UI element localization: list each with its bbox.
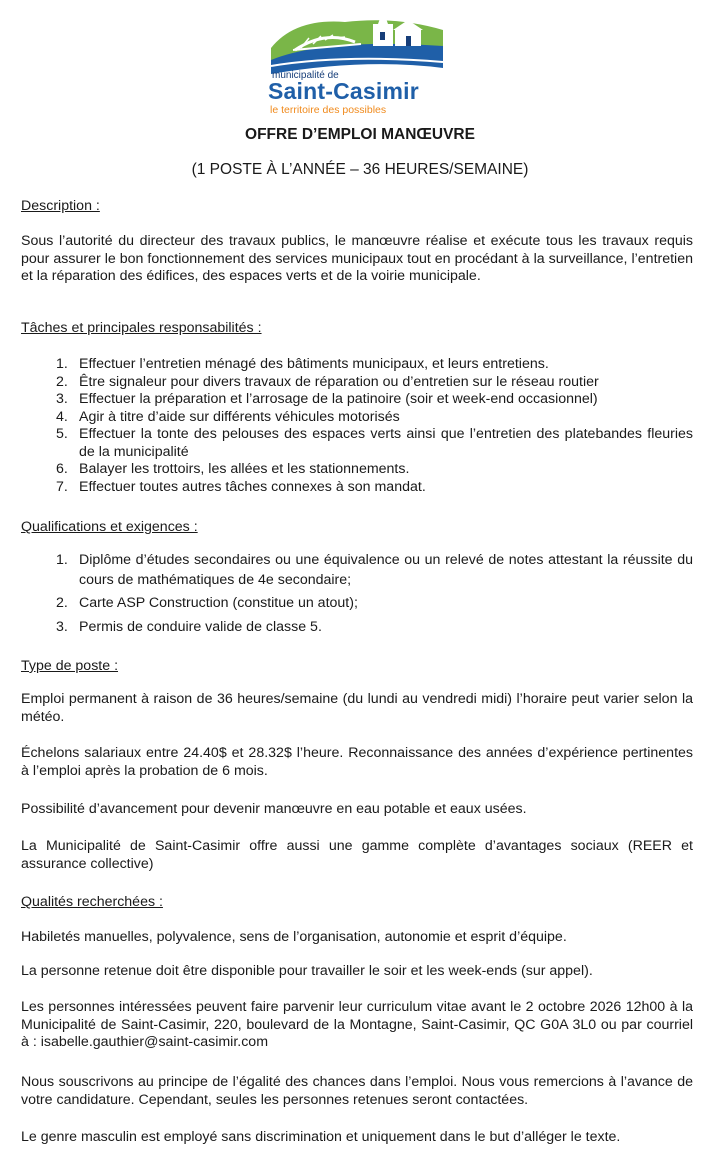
list-item: 2. Être signaleur pour divers travaux de réparation ou d’entretien sur le réseau routier [56,373,599,390]
type-poste-heading: Type de poste : [21,658,119,674]
logo-small-text: municipalité de [272,70,339,81]
list-item: 4. Agir à titre d’aide sur différents véhicules motorisés [56,408,400,425]
qualites-p5: Le genre masculin est employé sans discrimination et uniquement dans le but d’alléger le texte. [21,1129,621,1145]
taches-heading: Tâches et principales responsabilités : [21,320,262,336]
list-item: 6. Balayer les trottoirs, les allées et les stationnements. [56,461,410,477]
list-item: 3. Permis de conduire valide de classe 5. [56,618,322,635]
list-item: 2. Carte ASP Construction (constitue un atout); [56,595,358,611]
type-poste-p1: Emploi permanent à raison de 36 heures/semaine (du lundi au vendredi midi) l’horaire peut varier selon la météo. [21,691,693,725]
list-item: 5. Effectuer la tonte des pelouses des espaces verts ainsi que l’entretien des platebandes fleuries de la municipalité [56,426,693,460]
qualites-p4: Nous souscrivons au principe de l’égalité des chances dans l’emploi. Nous vous remercions à l’avance de votre candidature. Cependant, seules les personnes retenues seront contactées. [21,1074,693,1108]
description-heading: Description : [21,198,100,214]
description-text: Sous l’autorité du directeur des travaux publics, le manœuvre réalise et exécute tous les travaux requis pour assurer le bon fonctionnement des services municipaux tout en procédant à la surveillance, l’entretien et la réparation des édifices, des espaces verts et de la voirie municipale. [21,233,693,284]
qualites-p2: La personne retenue doit être disponible pour travailler le soir et les week-ends (sur appel). [21,963,593,979]
qualifications-heading: Qualifications et exigences : [21,519,198,535]
type-poste-p2: Échelons salariaux entre 24.40$ et 28.32$ l’heure. Reconnaissance des années d’expérience pertinentes à l’emploi après la probation de 6 mois. [21,745,693,779]
page-title: OFFRE D’EMPLOI MANŒUVRE [245,126,475,143]
list-item: 7. Effectuer toutes autres tâches connexes à son mandat. [56,478,426,495]
qualites-p3: Les personnes intéressées peuvent faire parvenir leur curriculum vitae avant le 2 octobre 2026 12h00 à la Municipalité de Saint-Casimir, 220, boulevard de la Montagne, Saint-Casimir, QC G0A 3L0 ou par courriel à : isabelle.gauthier@saint-casimir.com [21,999,693,1050]
type-poste-p4: La Municipalité de Saint-Casimir offre aussi une gamme complète d’avantages sociaux (REER et assurance collective) [21,838,693,872]
qualifications-list [56,551,693,637]
list-item: 1. Diplôme d’études secondaires ou une équivalence ou un relevé de notes attestant la réussite du cours de mathématiques de 4e secondaire; [56,552,693,588]
page-subtitle: (1 POSTE À L’ANNÉE – 36 HEURES/SEMAINE) [191,161,529,178]
list-item: 3. Effectuer la préparation et l’arrosage de la patinoire (soir et week-end occasionnel) [56,391,598,407]
type-poste-p3: Possibilité d’avancement pour devenir manœuvre en eau potable et eaux usées. [21,801,527,817]
logo-name: Saint-Casimir [268,78,419,104]
qualites-p1: Habiletés manuelles, polyvalence, sens de l’organisation, autonomie et esprit d’équipe. [21,929,567,945]
taches-list [56,356,693,496]
list-item: 1. Effectuer l’entretien ménagé des bâtiments municipaux, et leurs entretiens. [56,356,549,372]
qualites-heading: Qualités recherchées : [21,894,163,910]
logo-tagline: le territoire des possibles [270,104,387,116]
